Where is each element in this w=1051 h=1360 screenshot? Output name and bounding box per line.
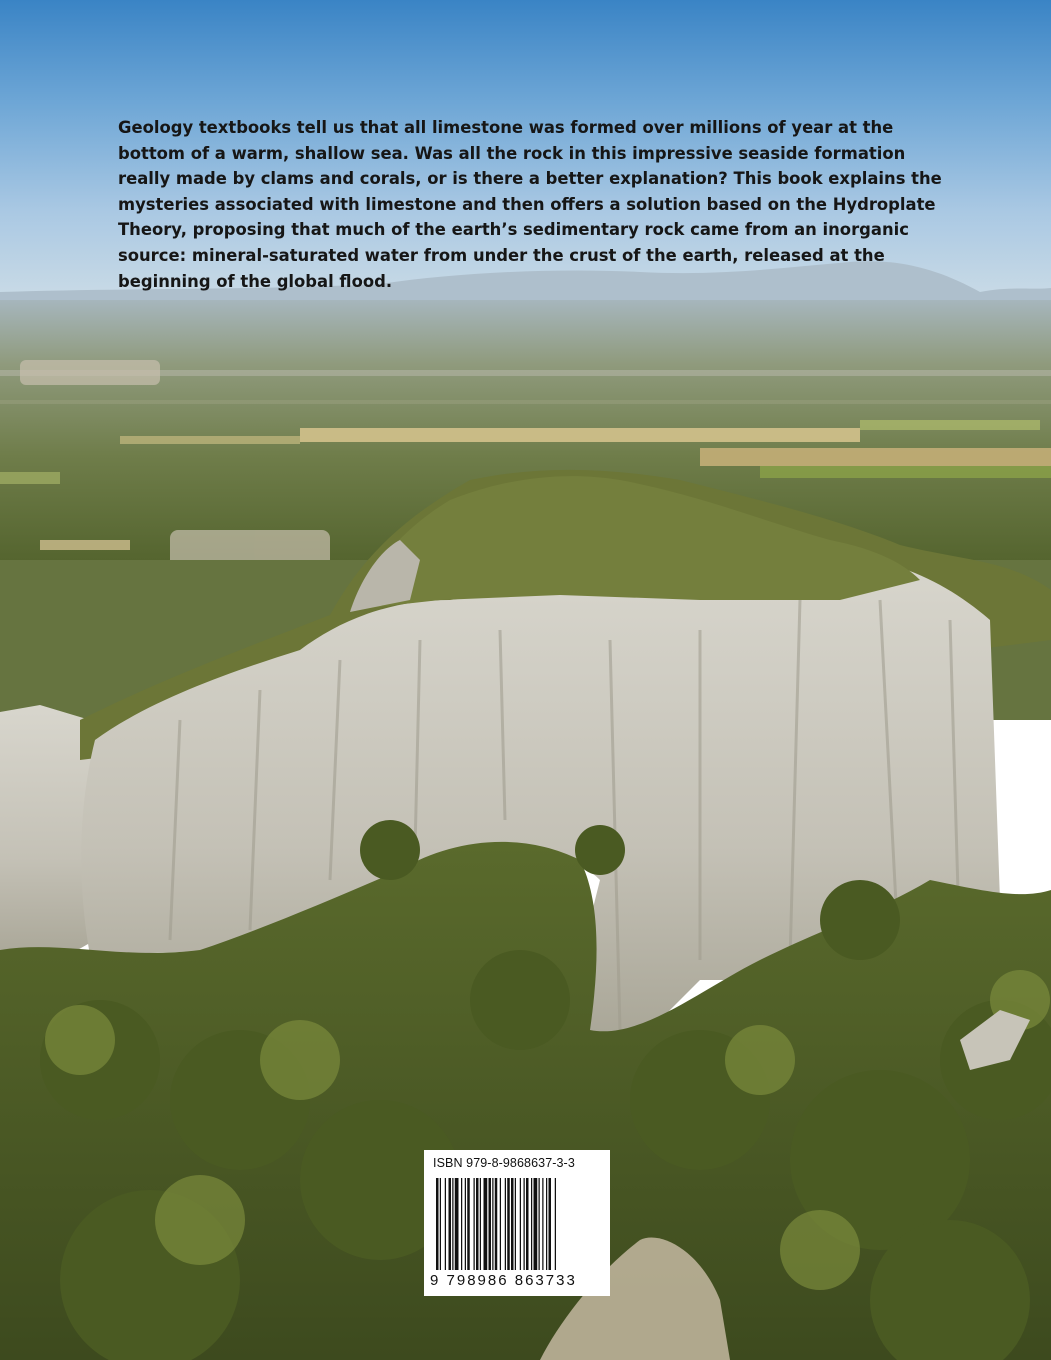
barcode-bar: [452, 1178, 453, 1270]
barcode-bar: [445, 1178, 446, 1270]
barcode-bar: [524, 1178, 525, 1270]
barcode-bar: [455, 1178, 459, 1270]
barcode-bar: [436, 1178, 439, 1270]
barcode-bar: [520, 1178, 521, 1270]
barcode-digits: 9 798986 863733: [430, 1272, 577, 1289]
barcode-bar: [555, 1178, 556, 1270]
barcode-bar: [465, 1178, 466, 1270]
barcode-bar: [531, 1178, 532, 1270]
barcode-bar: [467, 1178, 470, 1270]
barcode-bar: [495, 1178, 498, 1270]
barcode-bar: [549, 1178, 552, 1270]
back-cover-blurb: Geology textbooks tell us that all limestone was formed over millions of year at the bottom of a warm, shallow sea. Was all the rock in this impressive seaside formation really made by clams and corals, or is there a better explanation? This book explains the mysteries associated with limestone and then offers a solution based on the Hydroplate Theory, proposing that much of the earth’s sedimentary rock came from an inorganic source: mineral-saturated water from under the crust of the earth, released at the beginning of the global flood.: [118, 118, 942, 291]
barcode-bar: [515, 1178, 516, 1270]
barcode-bar: [461, 1178, 462, 1270]
barcode-bar: [484, 1178, 488, 1270]
isbn-barcode-box: [424, 1150, 610, 1296]
barcode-bar: [505, 1178, 506, 1270]
isbn-label: ISBN 979-8-9868637-3-3: [433, 1156, 575, 1170]
barcode-bar: [489, 1178, 492, 1270]
barcode-bar: [511, 1178, 514, 1270]
barcode-bar: [534, 1178, 538, 1270]
barcode-bar: [500, 1178, 501, 1270]
barcode-bar: [507, 1178, 510, 1270]
barcode-bar: [526, 1178, 529, 1270]
barcode-bar: [476, 1178, 479, 1270]
barcode-bar: [539, 1178, 540, 1270]
barcode-bar: [449, 1178, 452, 1270]
barcode-bar: [474, 1178, 475, 1270]
barcode-bar: [480, 1178, 481, 1270]
barcode-bar: [440, 1178, 441, 1270]
barcode-bar: [546, 1178, 547, 1270]
barcode-bar: [492, 1178, 493, 1270]
barcode-bar: [542, 1178, 543, 1270]
